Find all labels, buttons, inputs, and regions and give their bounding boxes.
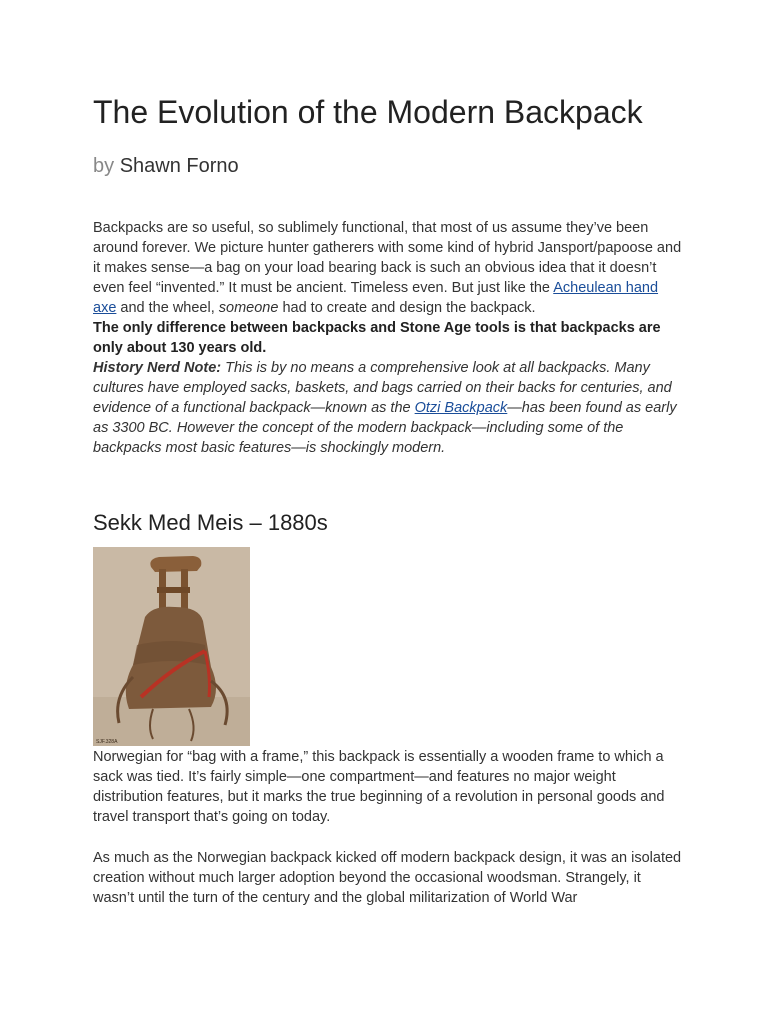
intro-text-3: had to create and design the backpack. xyxy=(278,300,536,316)
byline xyxy=(93,153,239,179)
acheulean-hand-axe-link[interactable]: Acheulean hand axe xyxy=(93,280,659,316)
note-text-1: This is by no means a comprehensive look at all backpacks. Many cultures have employed sacks, baskets, and bags carried on their backs for centuries, and evidence of a functional backpack—known as the xyxy=(93,360,672,416)
intro-emphasis: someone xyxy=(218,300,279,316)
byline-prefix: by xyxy=(93,155,115,177)
intro-paragraph xyxy=(93,218,683,318)
article-title: The Evolution of the Modern Backpack xyxy=(93,94,643,130)
section-paragraph-1 xyxy=(93,747,683,827)
author-name: Shawn Forno xyxy=(119,155,239,177)
backpack-illustration xyxy=(93,547,250,746)
history-note xyxy=(93,358,683,458)
section-paragraph-2 xyxy=(93,848,683,908)
paragraph-norwegian-frame: Norwegian for “bag with a frame,” this backpack is essentially a wooden frame to which a sack was tied. It’s fairly simple—one compartment—and features no major weight distribution features, but it marks the true beginning of a revolution in personal goods and travel transport that’s going on today. xyxy=(93,749,665,825)
section-heading-sekk-med-meis: Sekk Med Meis – 1880s xyxy=(93,510,328,535)
otzi-backpack-link[interactable]: Otzi Backpack xyxy=(414,400,508,416)
intro-text-1: Backpacks are so useful, so sublimely functional, that most of us assume they’ve been around forever. We picture hunter gatherers with some kind of hybrid Jansport/papoose and it makes sense—a bag on your load bearing back is such an obvious idea that it doesn’t even feel “invented.” It must be ancient. Timeless even. But just like the xyxy=(93,220,682,296)
note-label: History Nerd Note: xyxy=(93,360,222,376)
photo-catalog-mark: SJF.328A xyxy=(96,739,118,745)
paragraph-norwegian-adoption: As much as the Norwegian backpack kicked off modern backpack design, it was an isolated creation without much larger adoption beyond the occasional woodsman. Strangely, it wasn’t until the turn of the century and the global militarization of World War xyxy=(93,850,682,906)
bold-statement: The only difference between backpacks and Stone Age tools is that backpacks are only about 130 years old. xyxy=(93,320,661,356)
intro-text-2: and the wheel, xyxy=(116,300,219,316)
intro-section xyxy=(93,218,683,458)
sekk-med-meis-photo xyxy=(93,547,250,746)
note-text-2: —has been found as early as 3300 BC. However the concept of the modern backpack—including some of the backpacks most basic features—is shockingly modern. xyxy=(93,400,677,456)
